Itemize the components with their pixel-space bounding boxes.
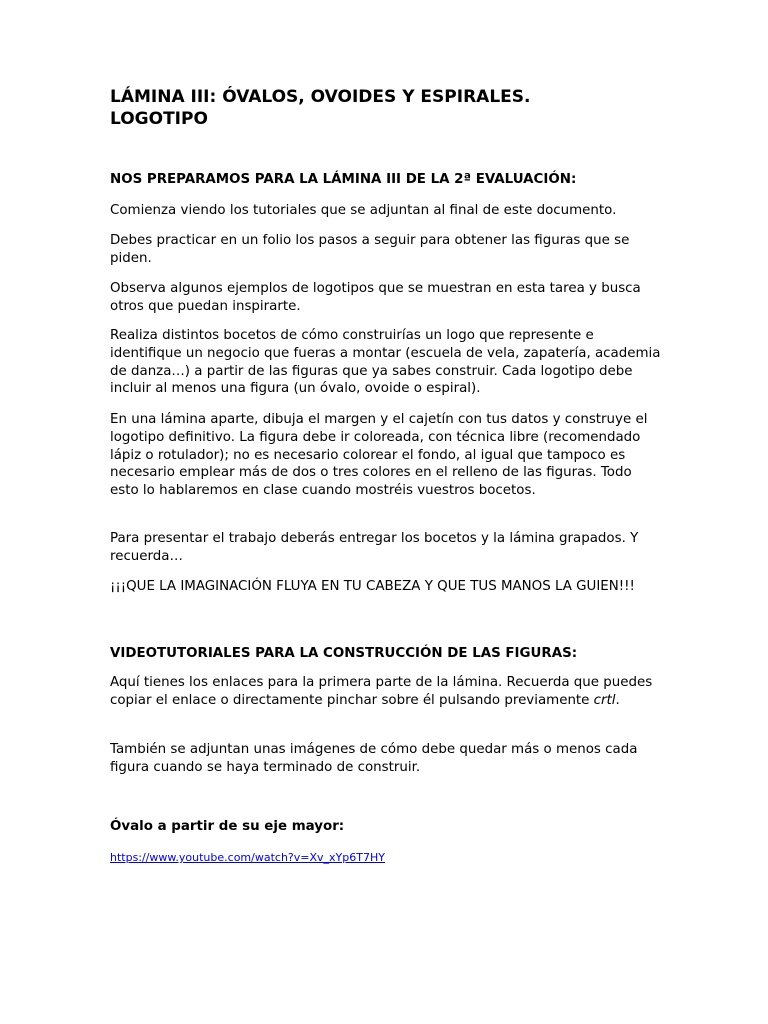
paragraph-imagination: ¡¡¡QUE LA IMAGINACIÓN FLUYA EN TU CABEZA Y QUE TUS MANOS LA GUIEN!!! (110, 579, 635, 594)
paragraph-images-note: También se adjuntan unas imágenes de cómo debe quedar más o menos cada figura cuando se haya terminado de construir. (110, 742, 638, 775)
paragraph-tutorials: Comienza viendo los tutoriales que se adjuntan al final de este documento. (110, 203, 617, 218)
paragraph-submission: Para presentar el trabajo deberás entregar los bocetos y la lámina grapados. Y recuerda… (110, 531, 639, 564)
links-intro-end: . (615, 692, 620, 708)
paragraph-practice: Debes practicar en un folio los pasos a seguir para obtener las figuras que se piden. (110, 233, 630, 266)
paragraph-examples: Observa algunos ejemplos de logotipos que se muestran en esta tarea y busca otros que puedan inspirarte. (110, 281, 641, 314)
paragraph-links-intro (110, 674, 662, 710)
section-heading-videotutorials: VIDEOTUTORIALES PARA LA CONSTRUCCIÓN DE LAS FIGURAS: (110, 646, 578, 661)
document-title (110, 86, 670, 130)
title-line-1: LÁMINA III: ÓVALOS, OVOIDES Y ESPIRALES. (110, 87, 531, 107)
paragraph-sketches: Realiza distintos bocetos de cómo construirías un logo que represente e identifique un negocio que fueras a montar (escuela de vela, zapatería, academia de danza…) a partir de las figuras que ya sabes construir. Cada logotipo debe incluir al menos una figura (un óvalo, ovoide o espiral). (110, 328, 661, 397)
youtube-link[interactable]: https://www.youtube.com/watch?v=Xv_xYp6T7HY (110, 851, 385, 864)
paragraph-final-sheet: En una lámina aparte, dibuja el margen y el cajetín con tus datos y construye el logotipo definitivo. La figura debe ir coloreada, con técnica libre (recomendado lápiz o rotulador); no es necesario colorear el fondo, al igual que tampoco es necesario emplear más de dos o tres colores en el relleno de las figuras. Todo esto lo hablaremos en clase cuando mostréis vuestros bocetos. (110, 412, 648, 499)
title-line-2: LOGOTIPO (110, 109, 208, 129)
subheading-oval-major-axis: Óvalo a partir de su eje mayor: (110, 819, 345, 834)
links-intro-text: Aquí tienes los enlaces para la primera parte de la lámina. Recuerda que puedes copiar el enlace o directamente pinchar sobre él pulsando previamente (110, 675, 653, 708)
links-intro-italic: crtl (593, 692, 616, 708)
section-heading-preparation: NOS PREPARAMOS PARA LA LÁMINA III DE LA 2ª EVALUACIÓN: (110, 172, 577, 187)
